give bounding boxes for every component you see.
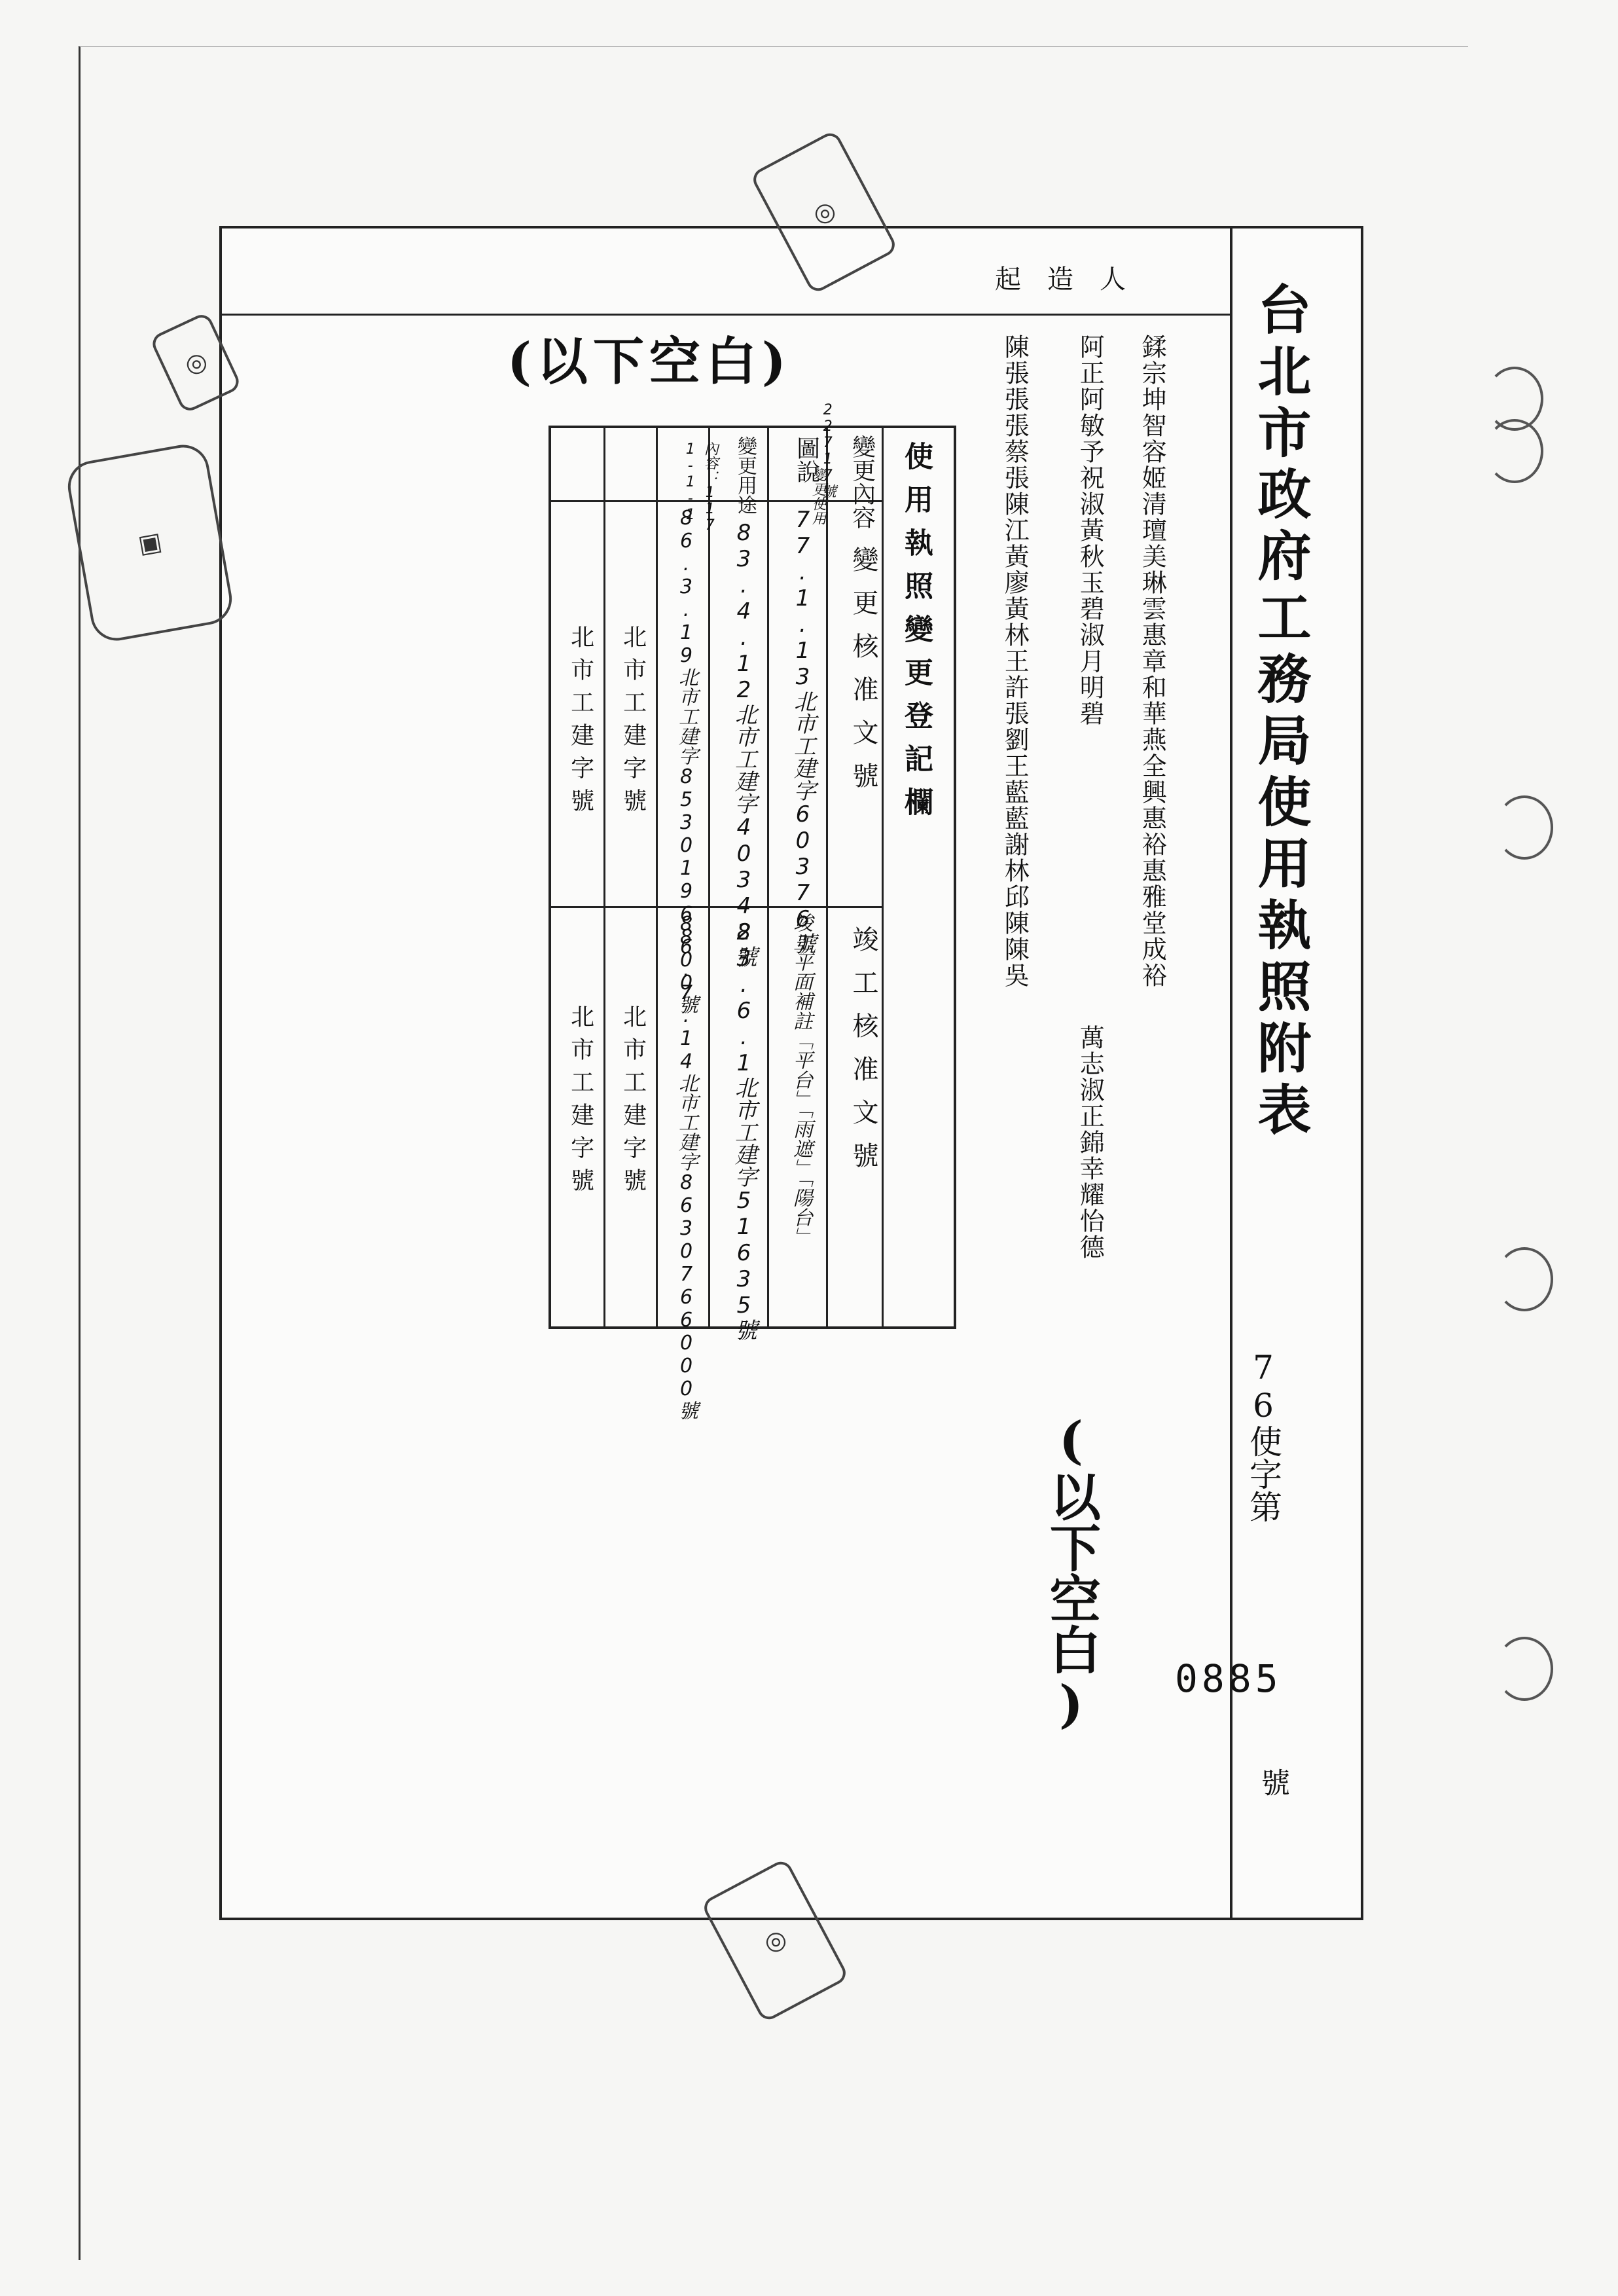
seal-stamp: ◎ [149,311,243,414]
builder-column: 萬志淑正錦幸耀怡德 [1075,1025,1105,1260]
table-column-divider [656,428,658,1326]
builders-header: 起造人 [995,264,1152,295]
table-column-divider [826,428,828,1326]
table-cell-completion: 竣工平面補註「平台」「雨遮」「陽台」 [789,913,812,1247]
builder-column: 阿正阿敏予祝淑黃秋玉碧淑月明碧 [1075,334,1105,727]
builder-header-divider [222,314,1230,316]
blank-note-vertical: (以下空白) [1041,1411,1101,1734]
table-column-divider [882,428,884,1326]
punch-hole [1496,795,1553,860]
change-registry-table [548,402,956,1420]
column-label-change: 變更核准文號 [848,546,878,805]
table-header: 使用執照變更登記欄 [899,441,933,830]
page-title: 台北市政府工務局使用執照附表 [1249,282,1312,1143]
punch-hole [1486,419,1543,483]
handwritten-note: 22717號 [819,402,836,498]
table-cell-change: 77.1.13北市工建字60376號 [789,507,816,955]
handwritten-note: 內容：117 [702,441,719,534]
builder-column: 陳張張張蔡張陳江黃廖黃林王許張劉王藍藍謝林邱陳陳吳 [1000,334,1030,989]
table-cell-change: 86.3.19北市工建字8530196800號 [675,507,698,1014]
blank-note-horizontal: (以下空白) [507,332,791,392]
table-column-divider [708,428,710,1326]
column-label-completion: 竣工核准文號 [848,926,878,1185]
table-column-divider [603,428,605,1326]
table-cell-change: 83.4.12北市工建字40342號 [730,520,757,968]
table-cell-completion: 北市工建字號 [619,1004,647,1201]
builder-column: 鍒宗坤智容姬清璮美琳雲惠章和華燕全興惠裕惠雅堂成裕 [1138,334,1167,989]
seal-stamp: ▣ [64,441,236,645]
handwritten-note: 變更使用 [810,467,827,525]
table-cell-completion: 北市工建字號 [567,1004,594,1201]
table-cell-content: 變更用途 [734,436,757,515]
table-row-divider [551,906,882,908]
table-cell-change: 北市工建字號 [567,625,594,821]
seal-stamp: ◎ [700,1857,850,2023]
punch-hole [1496,1637,1553,1701]
table-cell-completion: 83.6.1北市工建字51635號 [730,919,757,1341]
table-cell-change: 北市工建字號 [619,625,647,821]
column-label-content: 變更內容 [848,435,876,529]
document-number-serial: 0885 [1175,1656,1282,1701]
table-cell-content: 圖說 [793,436,820,483]
document-number-suffix: 號 [1256,1768,1289,1796]
document-number-prefix: 76使字第 [1244,1349,1282,1523]
punch-hole [1496,1247,1553,1311]
handwritten-note: 1-1-1 [682,441,699,523]
seal-stamp: ◎ [749,129,899,295]
table-column-divider [767,428,769,1326]
table-cell-completion: 86.7.14北市工建字8630766000號 [675,913,698,1420]
